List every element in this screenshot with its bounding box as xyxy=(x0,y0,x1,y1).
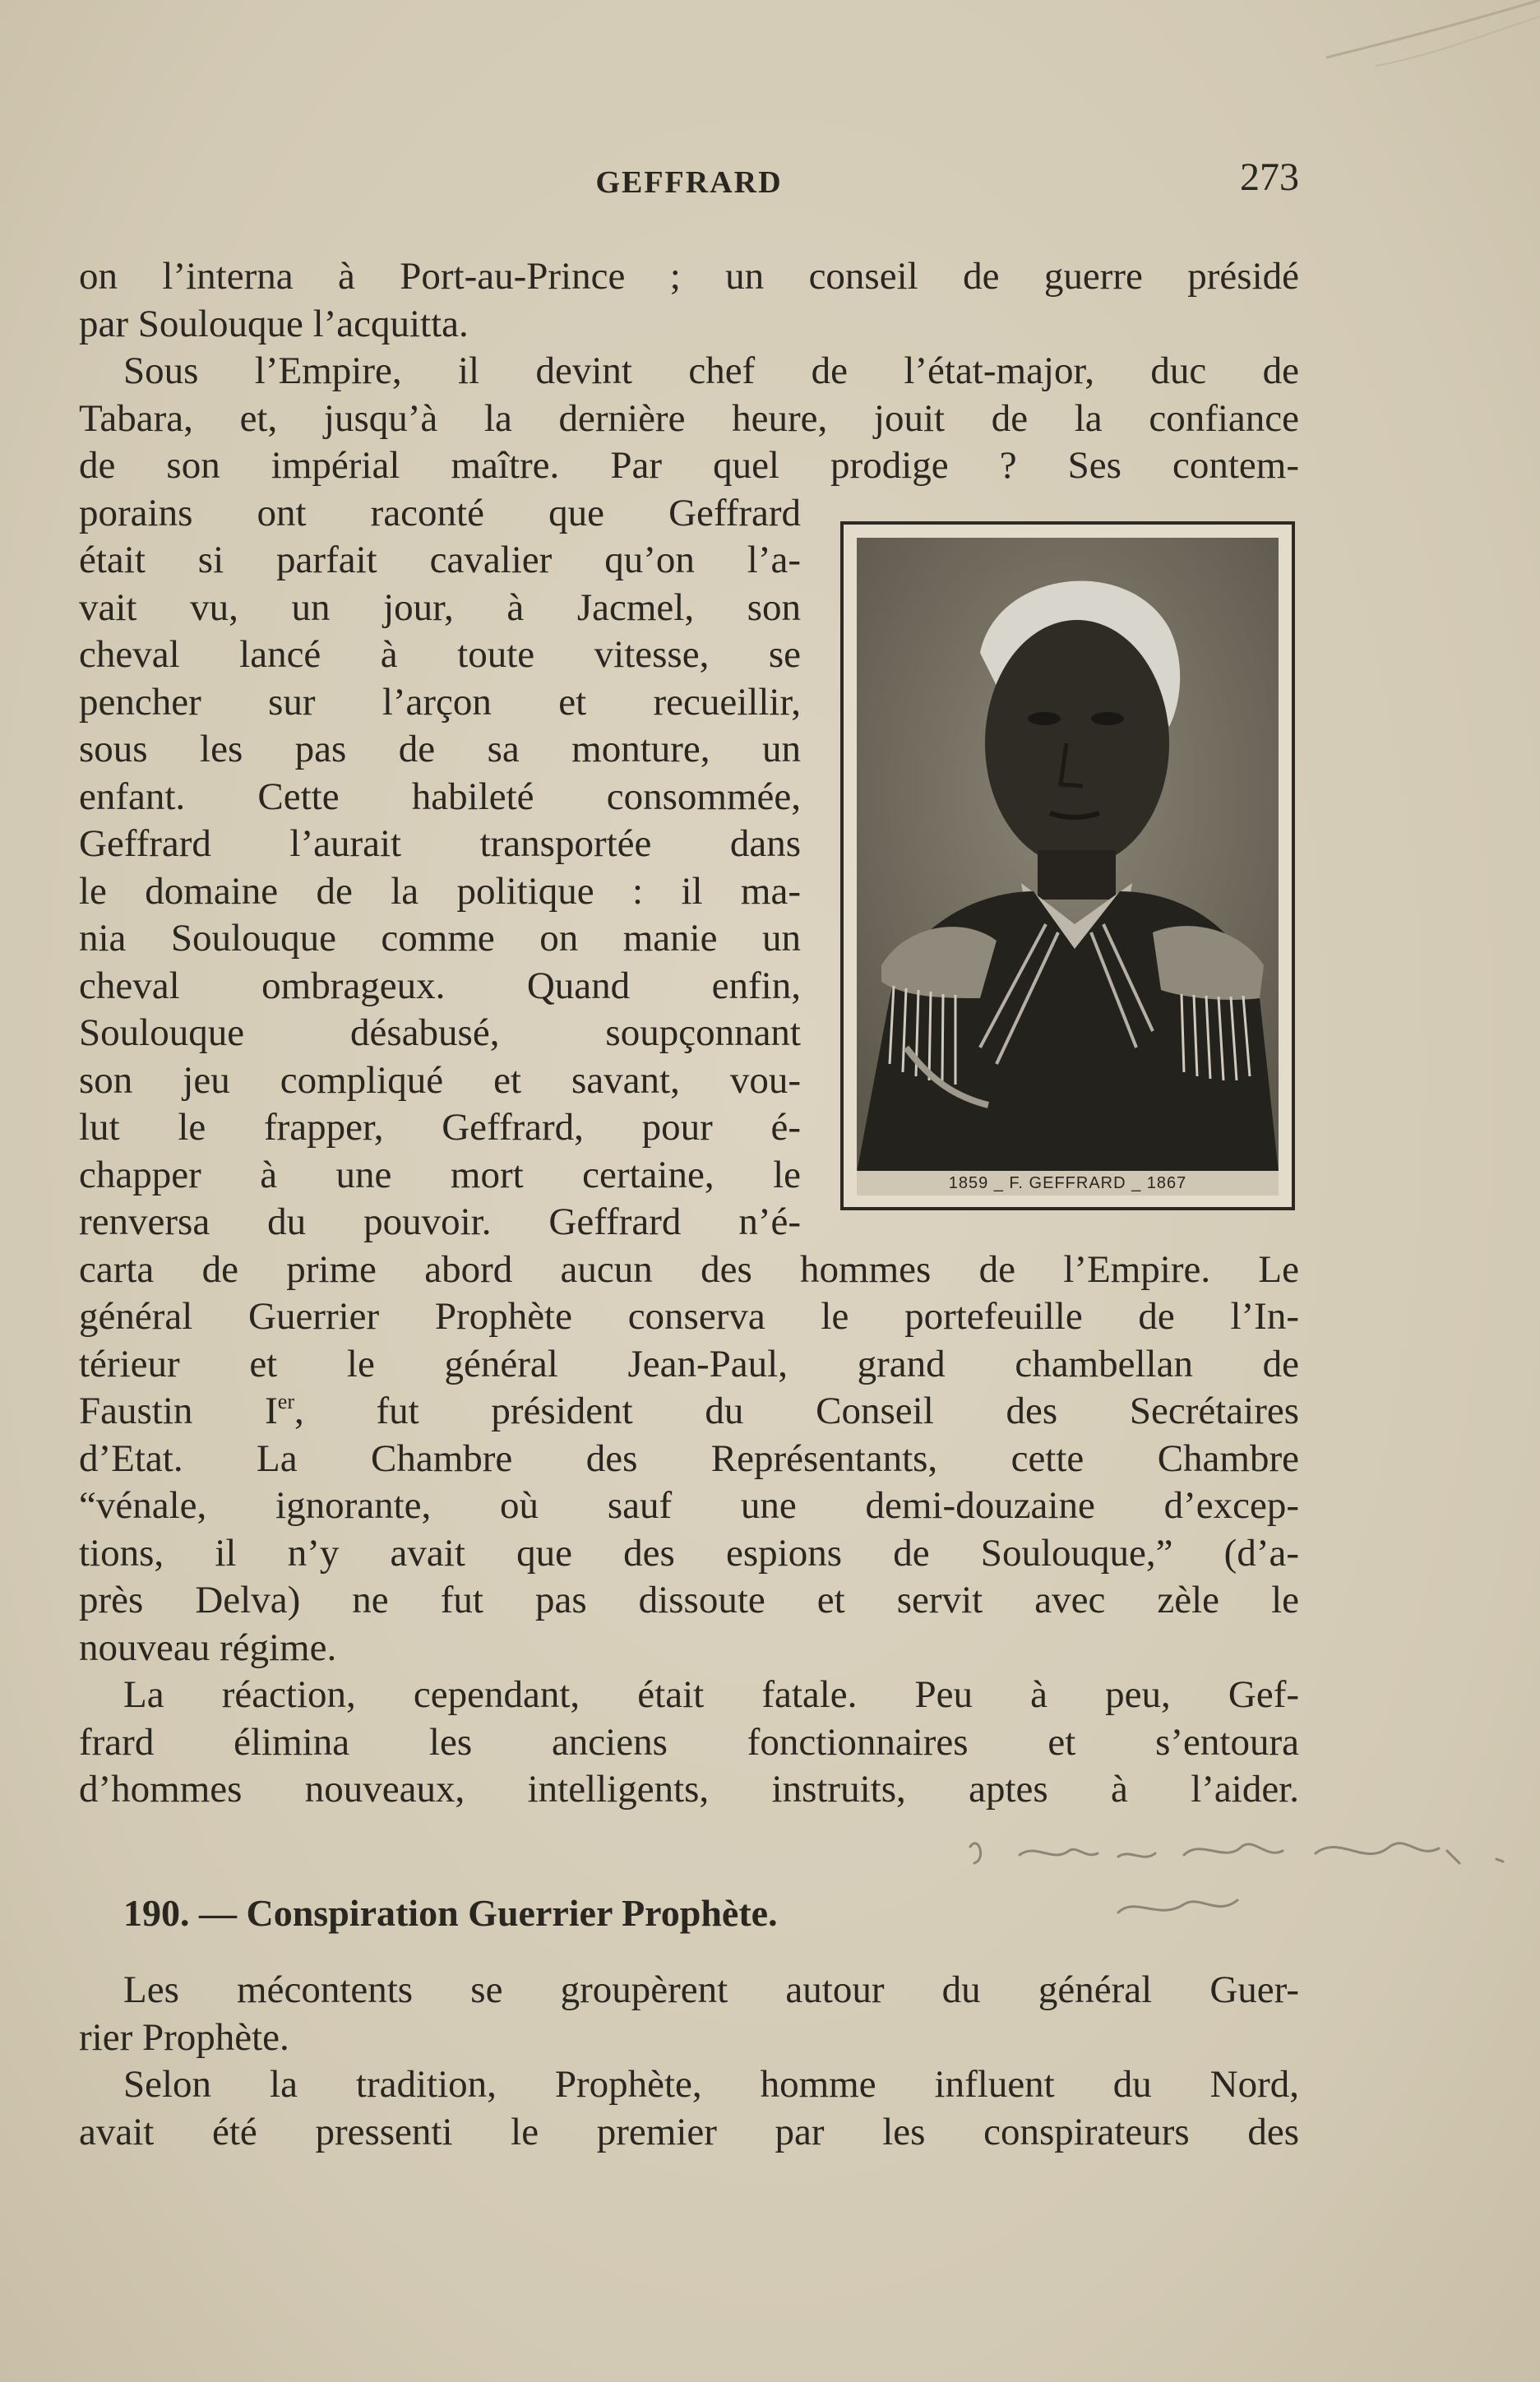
section-heading: 190. — Conspiration Guerrier Prophète. xyxy=(123,1892,778,1934)
text-line: on l’interna à Port-au-Prince ; un conseil de guerre présidé xyxy=(79,255,1299,298)
text-line: de son impérial maître. Par quel prodige ? Ses contem- xyxy=(79,444,1299,487)
text-line: “vénale, ignorante, où sauf une demi-douzaine d’excep- xyxy=(79,1484,1299,1527)
faustin-text: Faustin I xyxy=(79,1390,278,1432)
text-line: lut le frapper, Geffrard, pour é- xyxy=(79,1106,801,1149)
text-line: tions, il n’y avait que des espions de Soulouque,” (d’a- xyxy=(79,1531,1299,1575)
text-line: nouveau régime. xyxy=(79,1626,337,1669)
page-corner-crease-icon xyxy=(1326,0,1540,74)
text-line: porains ont raconté que Geffrard xyxy=(79,491,801,534)
section-text xyxy=(79,1967,1299,2156)
page-header xyxy=(79,155,1299,210)
text-line: enfant. Cette habileté consommée, xyxy=(79,775,801,818)
text-line-faustin xyxy=(79,1388,1299,1436)
text-line: pencher sur l’arçon et recueillir, xyxy=(79,680,801,724)
text-line: près Delva) ne fut pas dissoute et servit avec zèle le xyxy=(79,1579,1299,1621)
text-line: renversa du pouvoir. Geffrard n’é- xyxy=(79,1200,801,1243)
text-line: carta de prime abord aucun des hommes de l’Empire. Le xyxy=(79,1247,1299,1291)
text-line: Tabara, et, jusqu’à la dernière heure, jouit de la confiance xyxy=(79,396,1299,440)
text-line: La réaction, cependant, était fatale. Peu à peu, Gef- xyxy=(123,1673,1299,1716)
text-line: son jeu compliqué et savant, vou- xyxy=(79,1058,801,1102)
text-line: nia Soulouque comme on manie un xyxy=(79,917,801,960)
text-line: Sous l’Empire, il devint chef de l’état-major, duc de xyxy=(123,349,1299,392)
text-line: Selon la tradition, Prophète, homme influent du Nord, xyxy=(123,2063,1299,2106)
text-line: cheval ombrageux. Quand enfin, xyxy=(79,964,801,1007)
text-line: le domaine de la politique : il ma- xyxy=(79,869,801,913)
text-line: vait vu, un jour, à Jacmel, son xyxy=(79,585,801,629)
text-line: chapper à une mort certaine, le xyxy=(79,1153,801,1196)
text-line: général Guerrier Prophète conserva le portefeuille de l’In- xyxy=(79,1295,1299,1338)
text-line: térieur et le général Jean-Paul, grand chambellan de xyxy=(79,1342,1299,1385)
page-number: 273 xyxy=(1240,155,1299,199)
text-line: d’Etat. La Chambre des Représentants, cette Chambre xyxy=(79,1436,1299,1480)
portrait-figure xyxy=(840,521,1295,1210)
text-line: rier Prophète. xyxy=(79,2015,289,2059)
handwritten-annotation-icon xyxy=(954,1830,1529,1929)
portrait-icon xyxy=(857,538,1279,1172)
text-line: par Soulouque l’acquitta. xyxy=(79,302,469,345)
text-line: était si parfait cavalier qu’on l’a- xyxy=(79,539,801,581)
text-line: avait été pressenti le premier par les conspirateurs des xyxy=(79,2110,1299,2153)
portrait-caption: 1859 _ F. GEFFRARD _ 1867 xyxy=(857,1171,1279,1196)
text-line: Les mécontents se groupèrent autour du général Guer- xyxy=(123,1968,1299,2011)
text-line: Soulouque désabusé, soupçonnant xyxy=(79,1011,801,1054)
text-line: Geffrard l’aurait transportée dans xyxy=(79,822,801,865)
text-line: cheval lancé à toute vitesse, se xyxy=(79,633,801,676)
text-line: sous les pas de sa monture, un xyxy=(79,728,801,770)
faustin-text-rest: , fut président du Conseil des Secrétaires xyxy=(294,1390,1299,1432)
superscript-er: er xyxy=(277,1390,294,1413)
text-line: d’hommes nouveaux, intelligents, instruits, aptes à l’aider. xyxy=(79,1768,1299,1811)
text-line: frard élimina les anciens fonctionnaires et s’entoura xyxy=(79,1720,1299,1764)
running-head: GEFFRARD xyxy=(595,165,783,200)
